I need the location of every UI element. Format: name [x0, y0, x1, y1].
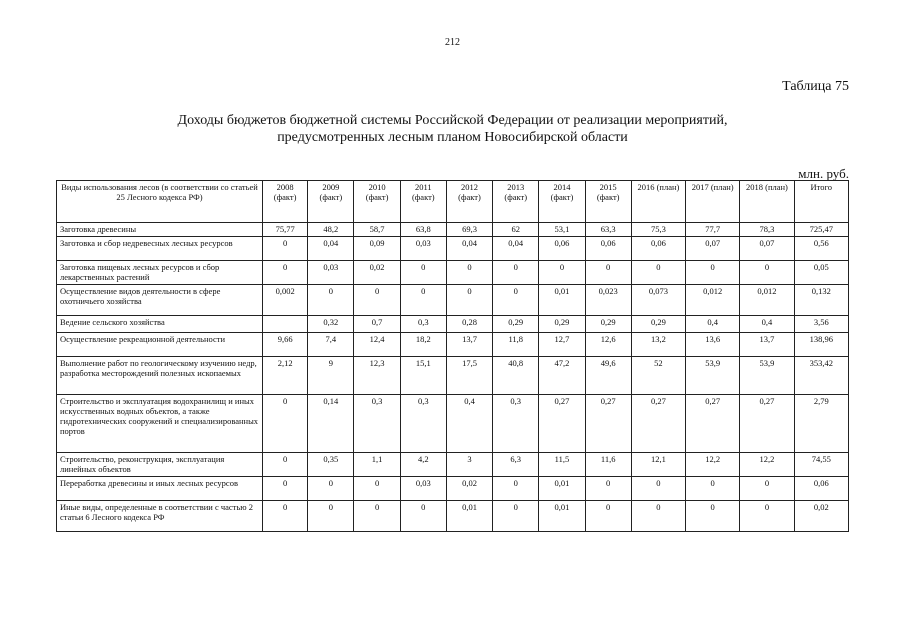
table-cell: 12,6: [585, 333, 631, 357]
table-cell: 0,012: [740, 285, 794, 316]
table-cell: 13,7: [446, 333, 492, 357]
column-header: 2015 (факт): [585, 181, 631, 223]
table-row: [57, 395, 849, 453]
table-row: [57, 357, 849, 395]
row-label: Заготовка пищевых лесных ресурсов и сбор лекарственных растений: [57, 261, 263, 285]
table-cell: 52: [631, 357, 685, 395]
table-cell: 11,6: [585, 453, 631, 477]
page-number: 212: [445, 37, 460, 48]
table-cell: 0,06: [539, 237, 585, 261]
table-cell: 0: [400, 285, 446, 316]
table-cell: 0: [740, 501, 794, 532]
revenue-table: [56, 180, 849, 532]
table-cell: 0,04: [446, 237, 492, 261]
table-cell: 0: [400, 261, 446, 285]
table-cell: 13,7: [740, 333, 794, 357]
table-cell: 0,02: [354, 261, 400, 285]
table-cell: 0,09: [354, 237, 400, 261]
table-cell: 0: [631, 261, 685, 285]
table-cell: 0: [446, 261, 492, 285]
row-label: Иные виды, определенные в соответствии с частью 2 статьи 6 Лесного кодекса РФ: [57, 501, 263, 532]
column-header: Виды использования лесов (в соответствии со статьей 25 Лесного кодекса РФ): [57, 181, 263, 223]
table-cell: 0,7: [354, 316, 400, 333]
table-row: [57, 285, 849, 316]
table-header-row: [57, 181, 849, 223]
table-cell: 0,02: [446, 477, 492, 501]
row-label: Строительство и эксплуатация водохранилищ и иных искусственных водных объектов, а также гидротехнических сооружений и специализированных портов: [57, 395, 263, 453]
table-cell: 0,07: [740, 237, 794, 261]
table-cell: 2,79: [794, 395, 848, 453]
table-cell: 0: [400, 501, 446, 532]
column-header: 2010 (факт): [354, 181, 400, 223]
row-label: Заготовка древесины: [57, 223, 263, 237]
table-cell: 0,28: [446, 316, 492, 333]
table-cell: 0,02: [794, 501, 848, 532]
column-header: 2011 (факт): [400, 181, 446, 223]
table-cell: 0,27: [539, 395, 585, 453]
table-cell: 2,12: [263, 357, 308, 395]
table-cell: 0,01: [539, 501, 585, 532]
table-cell: 0: [539, 261, 585, 285]
table-cell: 7,4: [308, 333, 354, 357]
table-cell: 0: [686, 477, 740, 501]
table-cell: 0: [740, 261, 794, 285]
table-cell: 725,47: [794, 223, 848, 237]
table-row: [57, 237, 849, 261]
title-line-2: предусмотренных лесным планом Новосибирской области: [277, 130, 628, 145]
table-label: Таблица 75: [782, 79, 849, 94]
table-cell: 4,2: [400, 453, 446, 477]
table-cell: 12,3: [354, 357, 400, 395]
row-label: Заготовка и сбор недревесных лесных ресурсов: [57, 237, 263, 261]
table-cell: 0,29: [493, 316, 539, 333]
column-header: 2008 (факт): [263, 181, 308, 223]
table-cell: 0,29: [585, 316, 631, 333]
table-cell: 0,3: [354, 395, 400, 453]
table-cell: 0: [686, 501, 740, 532]
table-cell: 0: [493, 285, 539, 316]
table-cell: 49,6: [585, 357, 631, 395]
table-row: [57, 316, 849, 333]
table-cell: 75,3: [631, 223, 685, 237]
table-cell: 0,14: [308, 395, 354, 453]
table-cell: 0,27: [631, 395, 685, 453]
table-cell: 0: [354, 501, 400, 532]
table-cell: 0: [308, 477, 354, 501]
table-cell: 0,04: [308, 237, 354, 261]
table-cell: 0: [493, 261, 539, 285]
table-cell: 69,3: [446, 223, 492, 237]
table-cell: 78,3: [740, 223, 794, 237]
table-cell: 17,5: [446, 357, 492, 395]
table-cell: 0: [308, 501, 354, 532]
table-cell: 0,4: [740, 316, 794, 333]
table-cell: 0,56: [794, 237, 848, 261]
table-cell: 0: [263, 395, 308, 453]
table-cell: 0,132: [794, 285, 848, 316]
table-row: [57, 261, 849, 285]
table-cell: 0: [631, 477, 685, 501]
table-row: [57, 453, 849, 477]
units-label: млн. руб.: [798, 166, 849, 181]
table-cell: 0: [263, 453, 308, 477]
table-cell: 0: [263, 477, 308, 501]
table-cell: 0: [354, 285, 400, 316]
row-label: Выполнение работ по геологическому изучению недр, разработка месторождений полезных ископаемых: [57, 357, 263, 395]
table-cell: 40,8: [493, 357, 539, 395]
table-cell: 74,55: [794, 453, 848, 477]
table-cell: 0,27: [740, 395, 794, 453]
table-cell: 75,77: [263, 223, 308, 237]
column-header: 2018 (план): [740, 181, 794, 223]
table-cell: 0,023: [585, 285, 631, 316]
column-header: 2017 (план): [686, 181, 740, 223]
table-cell: 11,8: [493, 333, 539, 357]
table-cell: 0: [263, 261, 308, 285]
table-cell: 0,06: [794, 477, 848, 501]
table-cell: [263, 316, 308, 333]
table-cell: 0: [493, 477, 539, 501]
row-label: Строительство, реконструкция, эксплуатация линейных объектов: [57, 453, 263, 477]
column-header: 2013 (факт): [493, 181, 539, 223]
table-cell: 77,7: [686, 223, 740, 237]
table-cell: 9: [308, 357, 354, 395]
column-header: Итого: [794, 181, 848, 223]
table-cell: 9,66: [263, 333, 308, 357]
table-cell: 0,35: [308, 453, 354, 477]
table-cell: 18,2: [400, 333, 446, 357]
table-cell: 0,32: [308, 316, 354, 333]
table-cell: 0,3: [400, 316, 446, 333]
table-cell: 13,2: [631, 333, 685, 357]
table-cell: 15,1: [400, 357, 446, 395]
table-row: [57, 223, 849, 237]
title-line-1: Доходы бюджетов бюджетной системы Российской Федерации от реализации мероприятий,: [177, 113, 728, 128]
table-cell: 63,8: [400, 223, 446, 237]
table-cell: 0: [263, 237, 308, 261]
table-cell: 0: [740, 477, 794, 501]
table-cell: 3: [446, 453, 492, 477]
table-cell: 12,2: [686, 453, 740, 477]
table-cell: 0: [585, 477, 631, 501]
table-cell: 0,07: [686, 237, 740, 261]
table-cell: 0,05: [794, 261, 848, 285]
table-cell: 0: [686, 261, 740, 285]
table-cell: 0: [585, 261, 631, 285]
table-cell: 47,2: [539, 357, 585, 395]
table-cell: 13,6: [686, 333, 740, 357]
table-cell: 138,96: [794, 333, 848, 357]
table-cell: 0,4: [686, 316, 740, 333]
row-label: Переработка древесины и иных лесных ресурсов: [57, 477, 263, 501]
table-cell: 0: [354, 477, 400, 501]
table-cell: 12,2: [740, 453, 794, 477]
table-cell: 12,7: [539, 333, 585, 357]
table-cell: 53,9: [686, 357, 740, 395]
table-cell: 0,27: [686, 395, 740, 453]
column-header: 2012 (факт): [446, 181, 492, 223]
column-header: 2009 (факт): [308, 181, 354, 223]
document-title: [0, 112, 905, 146]
table-cell: 0,01: [539, 285, 585, 316]
row-label: Осуществление рекреационной деятельности: [57, 333, 263, 357]
table-row: [57, 477, 849, 501]
column-header: 2014 (факт): [539, 181, 585, 223]
table-cell: 0,01: [446, 501, 492, 532]
table-cell: 0,4: [446, 395, 492, 453]
table-cell: 0: [493, 501, 539, 532]
table-cell: 3,56: [794, 316, 848, 333]
table-row: [57, 333, 849, 357]
table-cell: 0,04: [493, 237, 539, 261]
table-cell: 0,002: [263, 285, 308, 316]
table-cell: 62: [493, 223, 539, 237]
table-cell: 353,42: [794, 357, 848, 395]
table-cell: 53,1: [539, 223, 585, 237]
table-cell: 0,29: [631, 316, 685, 333]
table-cell: 6,3: [493, 453, 539, 477]
table-cell: 0: [308, 285, 354, 316]
row-label: Ведение сельского хозяйства: [57, 316, 263, 333]
table-cell: 0: [585, 501, 631, 532]
table-cell: 0,29: [539, 316, 585, 333]
table-cell: 0,073: [631, 285, 685, 316]
table-cell: 58,7: [354, 223, 400, 237]
table-cell: 0,06: [631, 237, 685, 261]
table-cell: 0: [263, 501, 308, 532]
column-header: 2016 (план): [631, 181, 685, 223]
table-cell: 53,9: [740, 357, 794, 395]
table-cell: 0,3: [493, 395, 539, 453]
table-cell: 12,1: [631, 453, 685, 477]
row-label: Осуществление видов деятельности в сфере охотничьего хозяйства: [57, 285, 263, 316]
table-cell: 0,27: [585, 395, 631, 453]
table-cell: 48,2: [308, 223, 354, 237]
table-cell: 0,3: [400, 395, 446, 453]
table-cell: 0,012: [686, 285, 740, 316]
table-cell: 63,3: [585, 223, 631, 237]
table-cell: 11,5: [539, 453, 585, 477]
table-cell: 0,03: [400, 237, 446, 261]
table-cell: 0: [631, 501, 685, 532]
table-cell: 0,03: [400, 477, 446, 501]
table-cell: 1,1: [354, 453, 400, 477]
table-cell: 0,03: [308, 261, 354, 285]
table-cell: 0,01: [539, 477, 585, 501]
table-cell: 0,06: [585, 237, 631, 261]
table-cell: 0: [446, 285, 492, 316]
table-cell: 12,4: [354, 333, 400, 357]
table-row: [57, 501, 849, 532]
